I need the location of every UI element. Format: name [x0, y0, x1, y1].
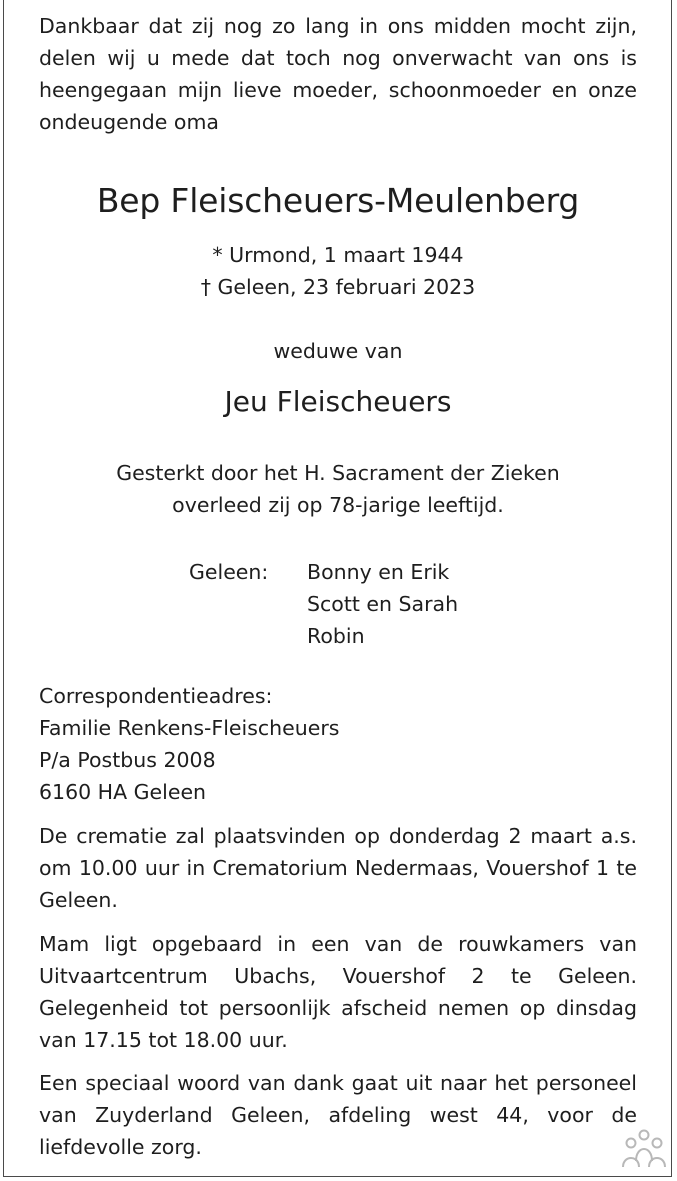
widow-of-label: weduwe van: [273, 339, 403, 363]
correspondence-line: 6160 HA Geleen: [39, 780, 207, 804]
family-member: Robin: [307, 624, 365, 648]
correspondence-line: Familie Renkens-Fleischeuers: [39, 716, 340, 740]
sacrament-line-2: overleed zij op 78-jarige leeftijd.: [172, 493, 504, 517]
people-group-icon: [619, 1129, 669, 1169]
spouse-name: Jeu Fleischeuers: [224, 385, 452, 418]
sacrament-line-1: Gesterkt door het H. Sacrament der Zieken: [116, 461, 560, 485]
viewing-text: Mam ligt opgebaard in een van de rouwkamers van Uitvaartcentrum Ubachs, Vouershof 2 te Geleen. Gelegenheid tot persoonlijk afscheid nemen op dinsdag van 17.15 tot 18.00 uur.: [39, 932, 637, 1052]
intro-text: Dankbaar dat zij nog zo lang in ons midden mocht zijn, delen wij u mede dat toch nog onverwacht van ons is heengegaan mijn lieve moeder, schoonmoeder en onze ondeugende oma: [39, 14, 637, 134]
correspondence-label: Correspondentieadres:: [39, 684, 273, 708]
birth-line: * Urmond, 1 maart 1944: [212, 243, 464, 267]
correspondence-line: P/a Postbus 2008: [39, 748, 216, 772]
family-member: Scott en Sarah: [307, 592, 459, 616]
family-member: Bonny en Erik: [307, 560, 450, 584]
deceased-name: Bep Fleischeuers-Meulenberg: [96, 181, 580, 220]
death-line: † Geleen, 23 februari 2023: [200, 275, 476, 299]
correspondence-block: [39, 680, 637, 808]
family-place: Geleen:: [189, 560, 269, 584]
thanks-text: Een speciaal woord van dank gaat uit naar het personeel van Zuyderland Geleen, afdeling west 44, voor de liefdevolle zorg.: [39, 1071, 637, 1159]
cremation-text: De crematie zal plaatsvinden op donderdag 2 maart a.s. om 10.00 uur in Crematorium Nedermaas, Vouershof 1 te Geleen.: [39, 824, 637, 912]
